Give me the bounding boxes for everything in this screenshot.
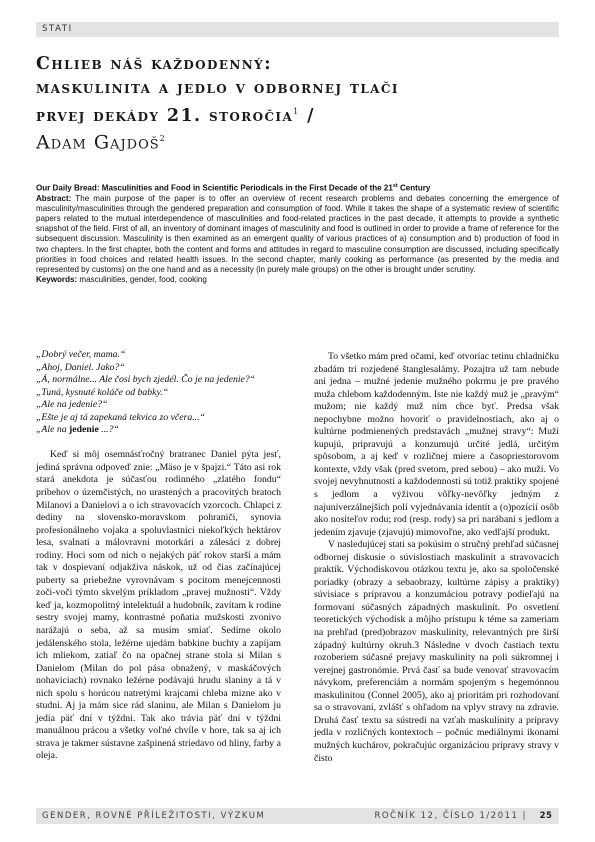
issue-info [374, 808, 527, 824]
dialog-line: „Ešte je aj tá zapekaná tekvica zo včera...“ [36, 411, 205, 423]
dialog-line-last [36, 424, 281, 437]
article-title-block [36, 52, 556, 153]
keywords-line [36, 275, 559, 285]
dialog-last-pre: „Ale na [36, 424, 70, 436]
author-footnote-ref[interactable]: 2 [159, 133, 166, 143]
journal-name: GENDER, ROVNÉ PŘÍLEŽITOSTI, VÝZKUM [42, 811, 266, 821]
section-label: STATI [42, 24, 73, 34]
keywords-text: masculinities, gender, food, cooking [77, 275, 207, 285]
abstract-label: Abstract: [36, 193, 72, 203]
abstract-block [36, 181, 559, 285]
title-line-3-text: prvej dekády 21. storočia [36, 105, 294, 126]
dialog-line: „Dobrý večer, mama.“ [36, 349, 126, 360]
english-title-sup: st [392, 183, 398, 189]
body-paragraph-left: Keď si môj osemnásťročný bratranec Daniel pýta jesť, jediná správna odpoveď znie: „Mäso je v špajzi.“ Táto asi rok stará anekdota je súčasťou rodinného „zlatého fondu“ príbehov o územčistých, no urastených a pracovitých bratoch Milanovi a Danielovi a o ich stravovacích vzorcoch. Chlapci z dediny na slovensko-moravskom pohraničí, synovia profesionálneho vojaka a spoluvlastníci niekoľkých hektárov lesa, svalnatí a málovravní motorkári a zálesáci z dobrej rodiny. Hoci som od nich o nejakých päť rokov starší a mám tak v dospievaní odjakživa náskok, už od čias začínajúcej puberty sa priebežne vyrovnávam s pocitom menejcennosti zoči-voči týmto skvelým príkladom „pravej mužnosti“. Vždy keď ja, kozmopolitný intelektuál a hudobník, zavítam k rodine sestry svojej mamy, kontrastné poňatia mužskosti zvonivo narážajú o seba, až sa musím smiať. Sedíme okolo jedálenského stola, ležérne ujedám babkine buchty a zapíjam ich mliekom, zatiaľ čo na opačnej strane stola si Milan s Danielom (Milan do pol pása obnažený, v maskáčových nohaviciach) rovnako ležérne podávajú hrudu slaniny a tá v nich spolu s horúcou natretými krajcami chleba mizne ako v studni. Aj ja mám sice rád slaninu, ale Milan s Danielom ju jedia päť dní v týždni. Tak ako trávia päť dní v týždni manuálnou prácou a všetky voľné chvíle v hore, tak sa aj ich strava je takmer sústavne zašpinená striedavo od hliny, farby a oleja. [36, 449, 281, 762]
title-line-3 [36, 100, 556, 128]
opening-dialog [36, 349, 281, 437]
dialog-last-bold: jedenie [69, 424, 99, 436]
body-paragraph-right-2: V nasledujúcej stati sa pokúsim o stručný prehľad súčasnej odbornej diskusie o súvislostiach maskulinít a stravovacích praktík. Východiskovou otázkou textu je, ako sa spoločenské poriadky (obrazy a sebaobrazy, kultúrne zápisy a praktiky) súvisiace s prípravou a konzumáciou potravy podieľajú na formovaní súčasných západných maskulinít. Po osvetlení teoretických východísk a môjho prístupu k téme sa zameriam na prehľad (pred)obrazov maskulinity, relevantných pre širší západný kultúrny okruh.3 Následne v dvoch častiach textu rozoberiem súčasné prejavy maskulinity na poli súkromnej i verejnej gastronómie. Prvá časť sa bude venovať stravovacím návykom, preferenciám a normám spojeným s hegemónnou maskulinitou (Connel 2005), ako aj prioritám pri rozhodovaní sa o stravovaní, zvlášť s ohľadom na vplyv stravy na zdravie. Druhá časť textu sa sústredí na vzťah maskulinity a prípravy jedla v rozličných kontextoch – počnúc mediálnymi ikonami mužných kuchárov, pokračujúc organizáciou prípravy stravy v čisto [314, 539, 559, 764]
section-header-band [36, 22, 559, 37]
dialog-last-post: ...?“ [98, 424, 119, 436]
issue-text: ROČNÍK 12, ČÍSLO 1/2011 [374, 811, 519, 821]
page-number: 25 [539, 811, 553, 821]
footer-separator: | [522, 811, 527, 821]
dialog-line: „Ahoj, Daniel. Jako?“ [36, 361, 125, 373]
right-column [314, 351, 559, 765]
body-paragraph-right-1: To všetko mám pred očami, keď otvoríac tetinu chladničku zbadám tri rozjedené štanglesalámy. Pozajtra už tam nebude ani jedna – mužné jedenie mužného pokrmu je pre pravého muža chlebom každodenným. Iste nie každý muž je „pravým“ mužom; nie každý muž ním chce byť. Predsa však nepochybne možno hovoriť o pravidelnostiach, ako aj o kultúrne podmienených predstavách „mužnej stravy“: Muži kupujú, pripravujú a konzumujú určité jedlá, určitým spôsobom, a aj keď v rozličnej miere a časopriestorovom kontexte, vždy však (pred svetom, pred sebou) – ako muži. Vo svojej nevyhnutnosti a každodennosti sú totiž praktiky spojené s jedlom a výživou vôľky-nevôľky jedným z najuniverzálnejších polí vyjednávania identít a (o)pozícií osôb ako nositeľov rodu; rod (resp. rody) sa pri narábaní s jedlom a jedením zjavuje (zjavujú) mimovoľne, ako vedľajší produkt. [314, 351, 559, 538]
keywords-label: Keywords: [36, 275, 78, 285]
abstract-text: The main purpose of the paper is to offer an overview of recent research problems and debates concerning the emergence of masculinity/masculinities through the gendered preparation and consumption of food. While it takes the shape of a systematic review of scientific papers related to the mutual interdependence of masculinities and food-related practices in the past decade, it attempts to provide a synthetic snapshot of the field. First of all, an inventory of dominant images of masculinity and food is outlined in order to provide a frame of reference for the subsequent discussion. Masculinity is then examined as an emergent quality of various practices of a) consumption and b) production of food in two chapters. In the first chapter, both the content and forms and attitudes in regard to masculine consumption are discussed, including specifically priorities in food choices and related health issues. In the second chapter, manly cooking as performance (as presented by the media and represented by customs) on the one hand and as a necessity (in purely male groups) on the other is brought under scrutiny. [36, 193, 559, 274]
dialog-line: „Ale na jedenie?“ [36, 399, 108, 411]
title-line-2: maskulinita a jedlo v odbornej tlači [36, 78, 399, 98]
english-title [36, 181, 559, 194]
author-name [36, 128, 556, 153]
abstract-paragraph [36, 194, 559, 275]
title-line-1: Chlieb náš každodenný: [36, 54, 272, 74]
footer-band [36, 808, 559, 824]
left-column [36, 349, 281, 763]
dialog-line: „Á, normálne... Ale čosi bych zjedél. Čo je na jedenie?“ [36, 374, 256, 386]
author-name-text: Adam Gajdoš [36, 131, 160, 154]
title-separator: / [299, 105, 315, 126]
english-title-text: Our Daily Bread: Masculinities and Food in Scientific Periodicals in the First Decade of the 21 [36, 183, 393, 193]
english-title-end: Century [397, 183, 431, 193]
title-footnote-ref[interactable]: 1 [293, 107, 300, 116]
dialog-line: „Tuná, kysnuté koláče od babky.“ [36, 386, 169, 398]
